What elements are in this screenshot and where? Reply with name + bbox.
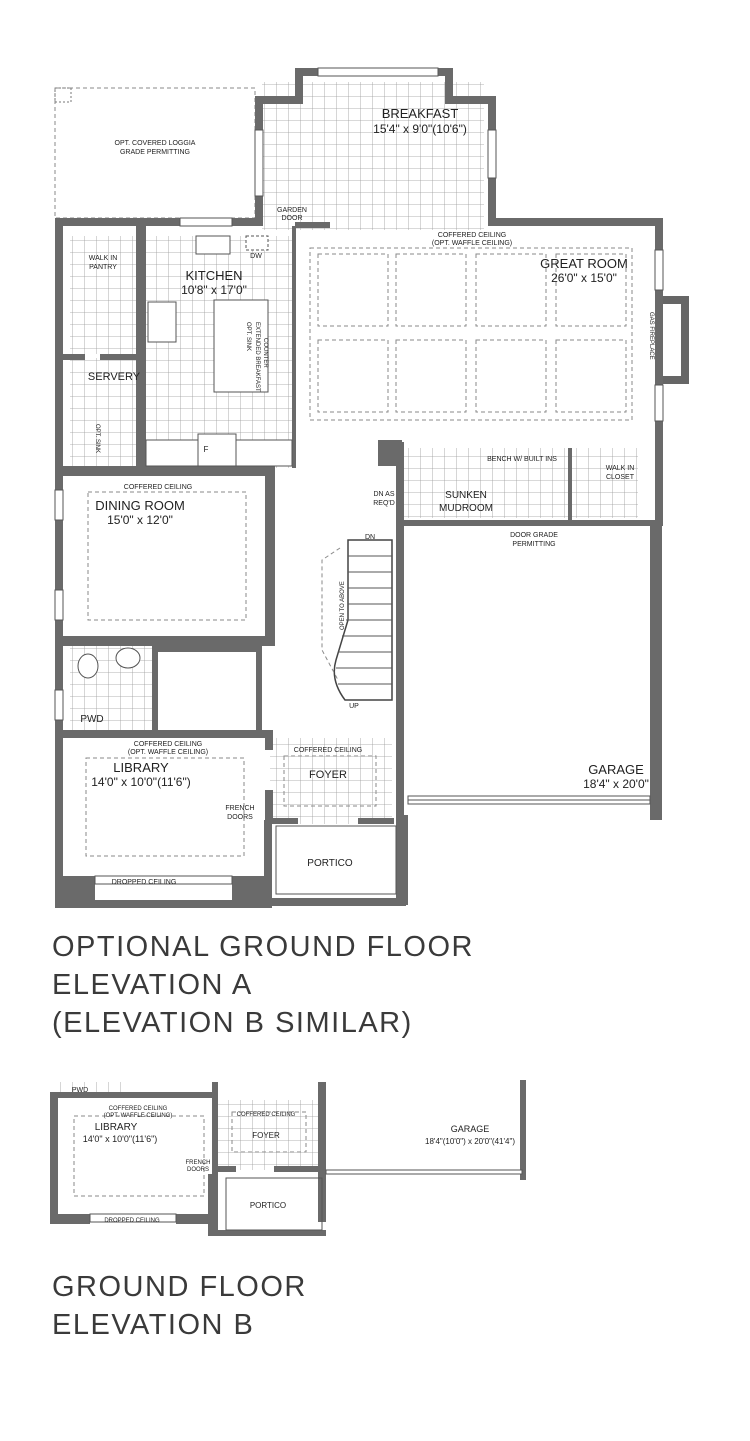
open-to-above-note: OPEN TO ABOVE bbox=[340, 581, 346, 630]
library-dimension: 14'0" x 10'0"(11'6") bbox=[91, 775, 191, 789]
foyer-coffered-note: COFFERED CEILING bbox=[293, 747, 363, 754]
caption-line-1: OPTIONAL GROUND FLOOR bbox=[52, 931, 474, 963]
french-doors-note-2: DOORS bbox=[227, 814, 253, 821]
stair-up: UP bbox=[349, 703, 359, 710]
kitchen-dw bbox=[246, 236, 268, 250]
garden-door-note-1: GARDEN bbox=[277, 207, 307, 214]
plan-b-french-2: DOORS bbox=[186, 1167, 210, 1173]
plan-b-portico-name: PORTICO bbox=[249, 1201, 287, 1210]
dropped-ceiling-note: DROPPED CEILING bbox=[111, 879, 177, 886]
great-coffered-note-1: COFFERED CEILING bbox=[437, 232, 507, 239]
caption-elevation-b bbox=[52, 1268, 307, 1344]
door-grade-note-1: DOOR GRADE bbox=[510, 532, 558, 539]
pwd-sink bbox=[116, 648, 140, 668]
extended-counter-2: COUNTER bbox=[262, 338, 268, 368]
loggia-note-2: GRADE PERMITTING bbox=[119, 149, 191, 156]
door-grade-note-2: PERMITTING bbox=[512, 541, 556, 548]
caption-line-2: ELEVATION A bbox=[52, 969, 253, 1001]
plan-b-garage-name: GARAGE bbox=[450, 1124, 490, 1134]
dw-note: DW bbox=[250, 253, 262, 260]
breakfast-name: BREAKFAST bbox=[381, 106, 459, 121]
library-name: LIBRARY bbox=[113, 760, 169, 775]
plan-b-pwd: PWD bbox=[71, 1087, 89, 1094]
pantry-note-2: PANTRY bbox=[89, 264, 117, 271]
gas-fireplace bbox=[663, 300, 685, 380]
fridge-label: F bbox=[203, 445, 209, 454]
extended-counter-1: EXTENDED BREAKFAST bbox=[254, 322, 260, 392]
great-room-name: GREAT ROOM bbox=[540, 256, 628, 271]
garage-door-line bbox=[408, 796, 650, 800]
kitchen-cooktop bbox=[148, 302, 176, 342]
french-doors-note-1: FRENCH bbox=[225, 805, 255, 812]
portico-name: PORTICO bbox=[307, 858, 353, 869]
breakfast-dimension: 15'4" x 9'0"(10'6") bbox=[373, 122, 467, 136]
kitchen-dimension: 10'8" x 17'0" bbox=[181, 283, 247, 297]
plan-b-garage-dimension: 18'4"(10'0") x 20'0"(41'4") bbox=[425, 1137, 515, 1146]
loggia-post bbox=[55, 88, 71, 102]
caption-line-3: (ELEVATION B SIMILAR) bbox=[52, 1007, 413, 1039]
stair-dn: DN bbox=[364, 534, 376, 541]
pwd-toilet bbox=[78, 654, 98, 678]
closet-note-1: WALK IN bbox=[605, 465, 635, 472]
great-room-dimension: 26'0" x 15'0" bbox=[551, 271, 617, 285]
pantry-floor bbox=[70, 236, 136, 354]
caption-b-line-1: GROUND FLOOR bbox=[52, 1271, 307, 1303]
foyer-name: FOYER bbox=[309, 769, 347, 781]
loggia-note-1: OPT. COVERED LOGGIA bbox=[114, 140, 196, 147]
dining-coffered-note: COFFERED CEILING bbox=[123, 484, 193, 491]
plan-b-foyer-coffered: COFFERED CEILING bbox=[236, 1112, 296, 1118]
gas-fireplace-note: GAS FIREPLACE bbox=[648, 312, 654, 360]
garage-name: GARAGE bbox=[588, 762, 644, 777]
caption-b-line-2: ELEVATION B bbox=[52, 1309, 255, 1341]
plan-b-garage-door bbox=[326, 1170, 522, 1174]
pantry-note-1: WALK IN bbox=[88, 255, 118, 262]
garden-door-note-2: DOOR bbox=[281, 215, 303, 222]
pwd-name: PWD bbox=[80, 714, 104, 725]
opt-sink-island: OPT. SINK bbox=[245, 322, 251, 352]
bench-note: BENCH W/ BUILT INS bbox=[487, 456, 557, 463]
dining-room-dimension: 15'0" x 12'0" bbox=[107, 513, 173, 527]
plan-b-library-name: LIBRARY bbox=[94, 1122, 138, 1133]
library-coffered-note-1: COFFERED CEILING bbox=[133, 741, 203, 748]
plan-b-coffered-1: COFFERED CEILING bbox=[108, 1106, 168, 1112]
plan-b-coffered-2: (OPT. WAFFLE CEILING) bbox=[103, 1113, 173, 1119]
caption-elevation-a bbox=[52, 928, 474, 1042]
closet-floor bbox=[572, 448, 638, 518]
floor-plan-elevation-b bbox=[0, 1080, 750, 1260]
plan-b-library-dimension: 14'0" x 10'0"(11'6") bbox=[82, 1134, 158, 1144]
plan-b-foyer-name: FOYER bbox=[252, 1131, 280, 1140]
plan-b-french-1: FRENCH bbox=[185, 1160, 211, 1166]
plan-b-dropped-ceiling: DROPPED CEILING bbox=[104, 1218, 160, 1224]
kitchen-sink bbox=[196, 236, 230, 254]
dining-room-name: DINING ROOM bbox=[95, 498, 185, 513]
library-coffered-note-2: (OPT. WAFFLE CEILING) bbox=[127, 749, 209, 756]
great-coffered-note-2: (OPT. WAFFLE CEILING) bbox=[431, 240, 513, 247]
mudroom-name-2: MUDROOM bbox=[439, 503, 493, 514]
servery-name: SERVERY bbox=[87, 371, 141, 383]
garage-dimension: 18'4" x 20'0" bbox=[583, 777, 649, 791]
closet-note-2: CLOSET bbox=[605, 474, 635, 481]
kitchen-name: KITCHEN bbox=[185, 268, 243, 283]
dn-as-reqd-1: DN AS bbox=[373, 491, 395, 498]
opt-sink-servery: OPT. SINK bbox=[94, 424, 100, 454]
plan-b-pwd-floor bbox=[60, 1082, 130, 1092]
dn-as-reqd-2: REQ'D bbox=[373, 500, 395, 507]
mudroom-name-1: SUNKEN bbox=[445, 490, 487, 501]
plan-b-library-outline bbox=[74, 1116, 204, 1196]
